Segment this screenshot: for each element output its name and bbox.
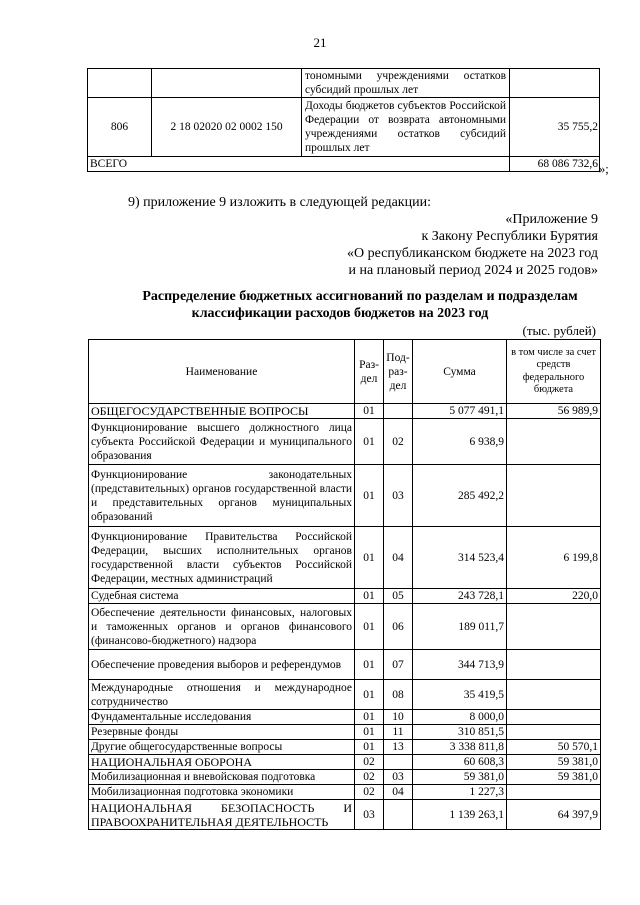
row-sum: 35 419,5 [413,680,507,710]
row-federal: 64 397,9 [507,800,601,830]
row-sum: 8 000,0 [413,710,507,725]
amendment-paragraph: 9) приложение 9 изложить в следующей редакции: [128,195,431,210]
row-name: Мобилизационная и вневойсковая подготовка [89,770,355,785]
row-razdel: 01 [355,710,384,725]
row-sum: 3 338 811,8 [413,740,507,755]
admin-code-cell [88,69,152,98]
row-razdel: 02 [355,785,384,800]
total-closing-quote: »; [599,162,609,176]
table-row [88,98,600,157]
row-podrazdel: 03 [384,770,413,785]
row-podrazdel: 03 [384,465,413,527]
total-row [88,157,600,172]
total-label: ВСЕГО [88,157,510,172]
row-name: НАЦИОНАЛЬНАЯ ОБОРОНА [89,755,355,770]
table-row [89,785,601,800]
row-sum: 189 011,7 [413,604,507,650]
total-sum: 68 086 732,6 [510,157,600,172]
row-razdel: 02 [355,770,384,785]
admin-code-cell: 806 [88,98,152,157]
row-podrazdel: 11 [384,725,413,740]
row-podrazdel: 13 [384,740,413,755]
row-razdel: 03 [355,800,384,830]
table-row [89,465,601,527]
row-sum: 243 728,1 [413,589,507,604]
row-podrazdel: 04 [384,785,413,800]
header-federal: в том числе за счет средств федерального бюджета [507,340,601,404]
appendix-header-line: «О республиканском бюджете на 2023 год [347,246,598,261]
header-podrazdel: Под-раз-дел [384,340,413,404]
table-row [89,770,601,785]
budget-allocation-table [88,339,601,830]
row-podrazdel: 10 [384,710,413,725]
row-name: Функционирование Правительства Российской Федерации, высших исполнительных органов государственной власти субъектов Российской Федерации, местных администраций [89,527,355,589]
row-sum: 5 077 491,1 [413,404,507,419]
document-title: Распределение бюджетных ассигнований по разделам и подразделам [142,289,578,304]
table-row [89,755,601,770]
row-sum: 60 608,3 [413,755,507,770]
row-sum: 314 523,4 [413,527,507,589]
row-federal: 59 381,0 [507,770,601,785]
description-cell: тономными учреждениями остатков субсидий прошлых лет [302,69,510,98]
row-federal [507,725,601,740]
kbk-code-cell: 2 18 02020 02 0002 150 [152,98,302,157]
row-federal: 220,0 [507,589,601,604]
row-federal: 56 989,9 [507,404,601,419]
header-razdel: Раз-дел [355,340,384,404]
row-name: НАЦИОНАЛЬНАЯ БЕЗОПАСНОСТЬ И ПРАВООХРАНИТЕЛЬНАЯ ДЕЯТЕЛЬНОСТЬ [89,800,355,830]
row-razdel: 01 [355,527,384,589]
row-razdel: 02 [355,755,384,770]
row-podrazdel: 08 [384,680,413,710]
row-name: Международные отношения и международное сотрудничество [89,680,355,710]
row-sum: 285 492,2 [413,465,507,527]
table-row [89,725,601,740]
header-name: Наименование [89,340,355,404]
row-federal: 59 381,0 [507,755,601,770]
row-sum: 6 938,9 [413,419,507,465]
row-razdel: 01 [355,604,384,650]
row-podrazdel: 07 [384,650,413,680]
row-name: Функционирование высшего должностного лица субъекта Российской Федерации и муниципального образования [89,419,355,465]
row-podrazdel [384,755,413,770]
row-razdel: 01 [355,465,384,527]
table-row [89,740,601,755]
row-federal: 50 570,1 [507,740,601,755]
row-name: Функционирование законодательных (представительных) органов государственной власти и представительных органов муниципальных образований [89,465,355,527]
row-podrazdel: 04 [384,527,413,589]
table-row [89,404,601,419]
kbk-code-cell [152,69,302,98]
description-cell: Доходы бюджетов субъектов Российской Федерации от возврата автономными учреждениями остатков субсидий прошлых лет [302,98,510,157]
sum-cell [510,69,600,98]
table-row [89,589,601,604]
table-row [89,604,601,650]
row-podrazdel: 06 [384,604,413,650]
row-federal [507,465,601,527]
row-podrazdel: 05 [384,589,413,604]
row-federal [507,710,601,725]
row-name: Резервные фонды [89,725,355,740]
row-sum: 59 381,0 [413,770,507,785]
row-name: Обеспечение деятельности финансовых, налоговых и таможенных органов и органов финансового (финансово-бюджетного) надзора [89,604,355,650]
table-header-row [89,340,601,404]
row-federal [507,650,601,680]
row-name: Другие общегосударственные вопросы [89,740,355,755]
row-razdel: 01 [355,419,384,465]
row-name: Мобилизационная подготовка экономики [89,785,355,800]
row-razdel: 01 [355,680,384,710]
row-name: Фундаментальные исследования [89,710,355,725]
row-name: ОБЩЕГОСУДАРСТВЕННЫЕ ВОПРОСЫ [89,404,355,419]
row-sum: 1 139 263,1 [413,800,507,830]
appendix-header-line: «Приложение 9 [505,212,598,227]
sum-cell: 35 755,2 [510,98,600,157]
unit-label: (тыс. рублей) [522,323,596,338]
appendix-header-line: и на плановый период 2024 и 2025 годов» [348,263,598,278]
page-number: 21 [313,35,327,50]
appendix-header-line: к Закону Республики Бурятия [421,229,598,244]
row-federal [507,604,601,650]
table-row [88,69,600,98]
table-row [89,680,601,710]
table-row [89,650,601,680]
table-row [89,419,601,465]
row-sum: 1 227,3 [413,785,507,800]
row-razdel: 01 [355,740,384,755]
table-row [89,710,601,725]
row-federal [507,419,601,465]
row-podrazdel: 02 [384,419,413,465]
row-sum: 344 713,9 [413,650,507,680]
row-podrazdel [384,404,413,419]
header-sum: Сумма [413,340,507,404]
document-title: классификации расходов бюджетов на 2023 год [191,306,489,321]
revenue-table-continuation [87,68,600,172]
row-name: Судебная система [89,589,355,604]
row-podrazdel [384,800,413,830]
table-row [89,800,601,830]
row-razdel: 01 [355,404,384,419]
table-row [89,527,601,589]
row-razdel: 01 [355,589,384,604]
row-federal [507,680,601,710]
row-sum: 310 851,5 [413,725,507,740]
row-razdel: 01 [355,725,384,740]
row-federal [507,785,601,800]
row-name: Обеспечение проведения выборов и референдумов [89,650,355,680]
row-razdel: 01 [355,650,384,680]
row-federal: 6 199,8 [507,527,601,589]
